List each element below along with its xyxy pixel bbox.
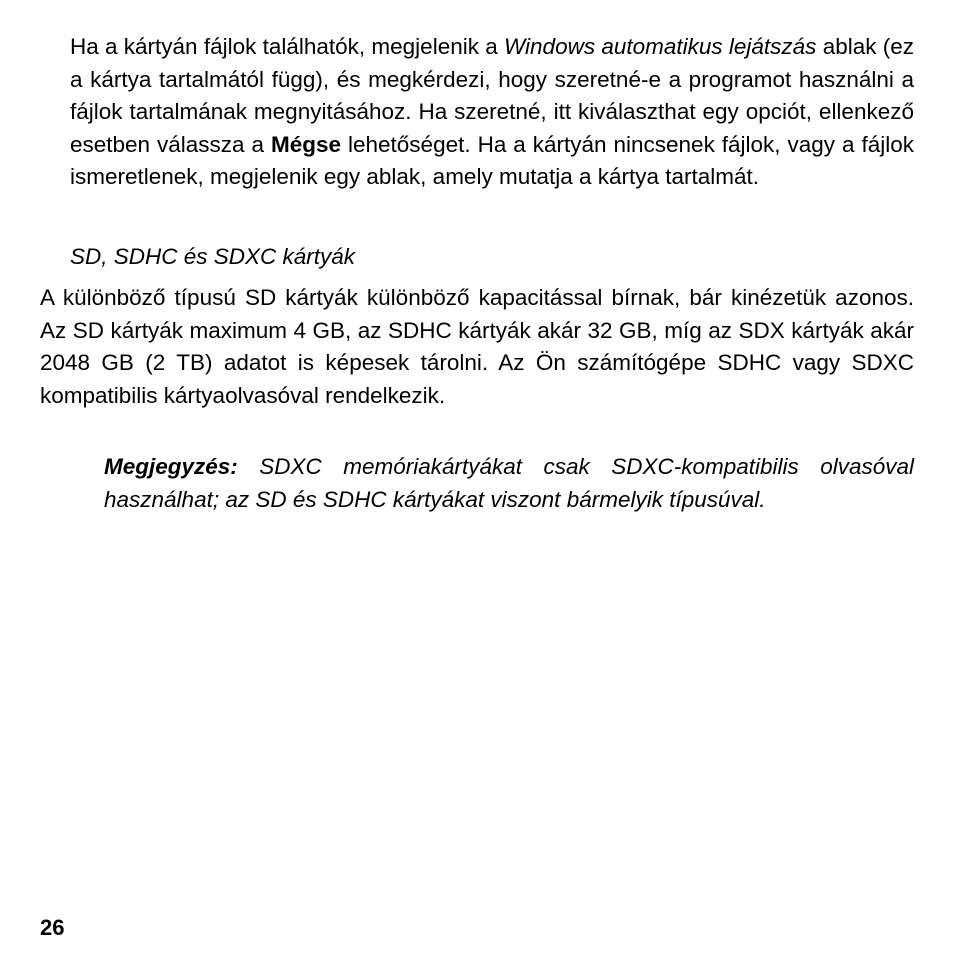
note-label: Megjegyzés: [104, 454, 238, 479]
page-number: 26 [40, 915, 65, 940]
autoplay-window-name: Windows automatikus lejátszás [504, 34, 817, 59]
intro-text-2: ablak (ez a kártya tartalmától függ), és megkérdezi, hogy szeretné-e a programot használni a fájlok tartalmának megnyitásához. Ha szeretné, itt kiválaszthat egy opciót, ellenkező esetben válassza a [70, 34, 914, 157]
body-paragraph: A különböző típusú SD kártyák különböző kapacitással bírnak, bár kinézetük azonos. Az SD kártyák maximum 4 GB, az SDHC kártyák akár 32 GB, míg az SDX kártyák akár 2048 GB (2 TB) adatot is képesek tárolni. Az Ön számítógépe SDHC vagy SDXC kompatibilis kártyaolvasóval rendelkezik. [40, 285, 914, 408]
section-heading: SD, SDHC és SDXC kártyák [70, 244, 356, 269]
note-text: SDXC memóriakártyákat csak SDXC-kompatibilis olvasóval használhat; az SD és SDHC kártyákat viszont bármelyik típusúval. [104, 454, 914, 512]
intro-text-3: lehetőséget. Ha a kártyán nincsenek fájlok, vagy a fájlok ismeretlenek, megjelenik egy ablak, amely mutatja a kártya tartalmát. [70, 131, 915, 189]
note-paragraph [104, 451, 914, 516]
intro-text-1: Ha a kártyán fájlok találhatók, megjelenik a [70, 34, 504, 59]
intro-paragraph [70, 31, 914, 194]
cancel-option-label: Mégse [271, 131, 342, 157]
